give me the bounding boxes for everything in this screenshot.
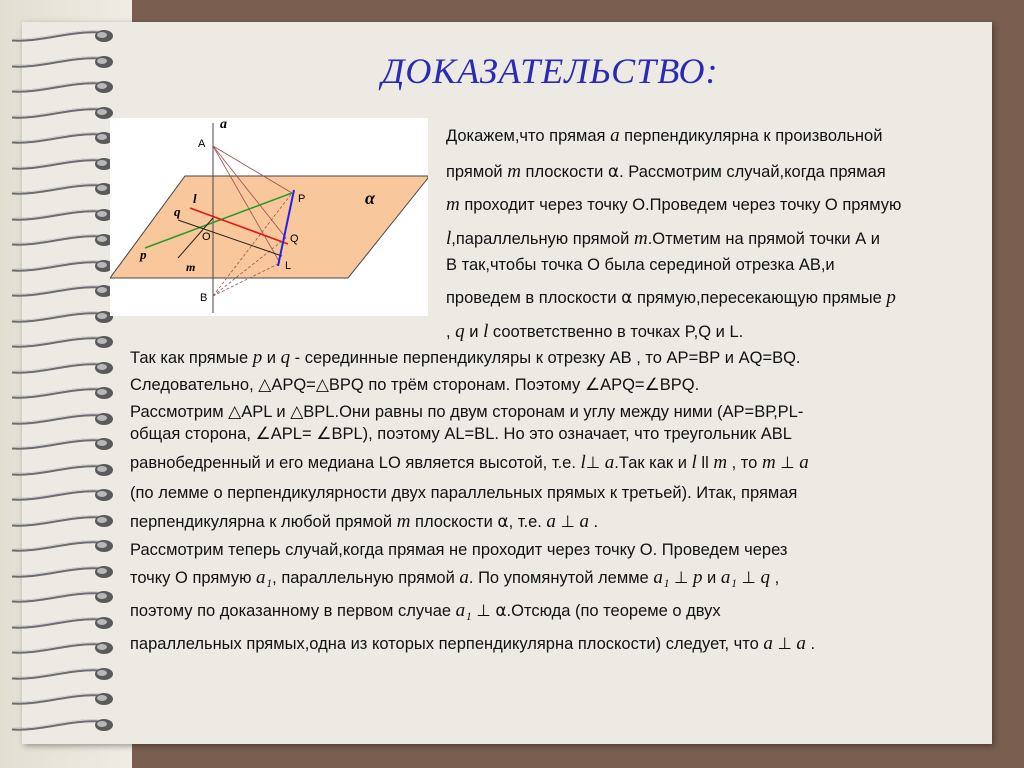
spiral-ring-icon	[10, 105, 114, 121]
text-segment: общая сторона,	[130, 425, 256, 443]
proof-line	[130, 376, 699, 395]
label-a: a	[220, 118, 227, 132]
text-segment: APL и	[241, 403, 291, 421]
text-segment: .Так как и	[614, 454, 692, 472]
proof-line	[446, 195, 901, 216]
text-segment: .Отсюда (по теореме о двух	[506, 602, 721, 620]
spiral-ring-icon	[10, 640, 114, 656]
math-variable: a	[610, 125, 620, 146]
label-l: l	[193, 191, 197, 206]
text-segment: - серединные перпендикуляры к отрезку АВ , то АР=ВР и AQ=BQ.	[290, 349, 801, 367]
text-segment: и	[464, 323, 484, 341]
text-segment: APQ=	[271, 376, 316, 394]
math-symbol: ∠	[584, 375, 601, 395]
spiral-ring-icon	[10, 717, 114, 733]
spiral-ring-icon	[10, 156, 114, 172]
text-segment: APL=	[270, 425, 317, 443]
label-A: A	[198, 138, 206, 150]
text-segment: точку О прямую	[130, 569, 257, 587]
label-Q: Q	[290, 233, 299, 245]
label-O: O	[202, 231, 211, 243]
text-segment: проведем в плоскости	[446, 289, 622, 307]
text-segment: ⊥	[471, 602, 496, 620]
text-segment: .	[805, 635, 816, 653]
spiral-ring-icon	[10, 207, 114, 223]
math-symbol: △	[290, 402, 304, 422]
text-segment: .Отметим на прямой точки А и	[647, 230, 881, 248]
label-p: p	[140, 247, 147, 262]
spiral-ring-icon	[10, 334, 114, 350]
text-segment: Так как прямые	[130, 349, 253, 367]
figure-svg	[110, 118, 428, 316]
proof-line	[446, 256, 835, 274]
text-segment: ⊥	[772, 635, 797, 653]
spiral-ring-icon	[10, 130, 114, 146]
math-variable: l	[691, 452, 697, 473]
math-variable: q	[760, 567, 771, 588]
text-segment: прямую,пересекающую прямые	[632, 289, 887, 307]
spiral-ring-icon	[10, 54, 114, 70]
math-variable: a₁	[653, 567, 670, 588]
proof-line	[130, 403, 803, 422]
spiral-ring-icon	[10, 309, 114, 325]
math-variable: q	[455, 321, 465, 342]
geometry-figure	[110, 118, 428, 316]
text-segment: , параллельную прямой	[272, 569, 460, 587]
label-q: q	[174, 204, 181, 219]
text-segment: равнобедренный и его медиана LO является высотой, т.е.	[130, 454, 581, 472]
math-symbol: ∠	[255, 424, 271, 444]
spiral-ring-icon	[10, 436, 114, 452]
spiral-ring-icon	[10, 538, 114, 554]
text-segment: и	[262, 349, 281, 367]
spiral-ring-icon	[10, 181, 114, 197]
text-segment: ⊥	[736, 569, 761, 587]
spiral-ring-icon	[10, 360, 114, 376]
math-variable: m	[761, 452, 776, 473]
math-variable: a₁	[455, 600, 472, 621]
text-segment: . Рассмотрим случай,когда прямая	[619, 163, 886, 181]
text-segment: плоскости	[410, 513, 498, 531]
text-segment: ⊥	[585, 454, 605, 472]
math-variable: l	[483, 321, 489, 342]
proof-line	[446, 322, 743, 343]
spiral-ring-icon	[10, 615, 114, 631]
text-segment: В так,чтобы точка О была серединой отрезка АВ,и	[446, 256, 835, 274]
text-segment: параллельных прямых,одна из которых перпендикулярна плоскости) следует, что	[130, 635, 764, 653]
text-segment: Рассмотрим теперь случай,когда прямая не проходит через точку О. Проведем через	[130, 541, 788, 559]
math-variable: p	[252, 347, 263, 368]
text-segment: плоскости	[520, 163, 608, 181]
proof-line	[446, 126, 882, 147]
spiral-ring-icon	[10, 589, 114, 605]
math-variable: a	[799, 452, 809, 473]
math-variable: a₁	[256, 567, 273, 588]
text-segment: Рассмотрим	[130, 403, 229, 421]
spiral-ring-icon	[10, 283, 114, 299]
math-symbol: ∠	[316, 424, 332, 444]
proof-line	[130, 425, 792, 444]
proof-line	[130, 453, 809, 474]
math-symbol: α	[495, 601, 507, 621]
text-segment: ,параллельную прямой	[451, 230, 634, 248]
label-P: P	[298, 193, 306, 205]
text-segment: (по лемме о перпендикулярности двух параллельных прямых к третьей). Итак, прямая	[130, 484, 798, 502]
math-symbol: △	[258, 375, 272, 395]
proof-line	[130, 484, 797, 502]
text-segment: проходит через точку О.Проведем через точку О прямую	[459, 196, 902, 214]
text-segment: соответственно в точках P,Q и L.	[488, 323, 744, 341]
math-variable: m	[713, 452, 728, 473]
spiral-ring-icon	[10, 564, 114, 580]
math-variable: a	[604, 452, 615, 473]
text-segment: .	[588, 513, 599, 531]
math-variable: a	[459, 567, 469, 588]
spiral-ring-icon	[10, 411, 114, 427]
text-segment: поэтому по доказанному в первом случае	[130, 602, 456, 620]
math-variable: a	[579, 511, 589, 532]
label-m: m	[186, 260, 196, 274]
plane-alpha	[110, 176, 428, 278]
math-variable: m	[507, 161, 521, 182]
spiral-ring-icon	[10, 487, 114, 503]
text-segment: , то	[727, 454, 762, 472]
math-variable: l	[446, 228, 452, 249]
math-variable: p	[886, 287, 896, 308]
math-symbol: △	[315, 375, 329, 395]
text-segment: BPQ.	[659, 376, 700, 394]
spiral-ring-icon	[10, 513, 114, 529]
math-variable: a	[546, 511, 556, 532]
text-segment: и	[702, 569, 721, 587]
spiral-ring-icon	[10, 691, 114, 707]
text-segment: ,	[770, 569, 780, 587]
math-symbol: ∠	[644, 375, 660, 395]
text-segment: ⊥	[669, 569, 693, 587]
spiral-ring-icon	[10, 79, 114, 95]
proof-line	[446, 229, 880, 250]
math-symbol: α	[607, 162, 620, 182]
text-segment: . По упомянутой лемме	[468, 569, 654, 587]
proof-line	[130, 568, 779, 589]
math-symbol: α	[621, 288, 633, 308]
spiral-ring-icon	[10, 232, 114, 248]
math-variable: m	[446, 194, 460, 215]
text-segment: ,	[446, 323, 456, 341]
proof-line	[130, 541, 787, 559]
proof-line	[446, 162, 886, 183]
math-variable: a₁	[720, 567, 737, 588]
text-segment: ⊥	[555, 513, 580, 531]
math-variable: m	[396, 511, 411, 532]
math-symbol: △	[228, 402, 242, 422]
math-variable: p	[692, 567, 703, 588]
text-segment: ⊥	[775, 454, 800, 472]
text-segment: перпендикулярна к произвольной	[619, 127, 883, 145]
math-variable: l	[580, 452, 586, 473]
text-segment: перпендикулярна к любой прямой	[130, 513, 397, 531]
text-segment: прямой	[446, 163, 508, 181]
text-segment: APQ=	[600, 376, 645, 394]
label-L: L	[285, 260, 292, 272]
proof-line	[446, 288, 896, 309]
math-variable: q	[280, 347, 291, 368]
slide-title: ДОКАЗАТЕЛЬСТВО:	[381, 51, 719, 91]
spiral-ring-icon	[10, 462, 114, 478]
spiral-ring-icon	[10, 385, 114, 401]
text-segment: Докажем,что прямая	[446, 127, 611, 145]
spiral-ring-icon	[10, 258, 114, 274]
text-segment: Следовательно,	[130, 376, 259, 394]
math-variable: a	[763, 633, 773, 654]
text-segment: BPQ по трём сторонам. Поэтому	[328, 376, 585, 394]
proof-line	[130, 348, 801, 369]
text-segment: , т.е.	[508, 513, 547, 531]
text-segment: ll	[696, 454, 714, 472]
label-alpha: α	[365, 188, 375, 208]
proof-line	[130, 512, 598, 533]
spiral-ring-icon	[10, 28, 114, 44]
label-B: B	[200, 292, 208, 304]
math-variable: m	[633, 228, 648, 249]
math-symbol: α	[497, 512, 509, 532]
math-variable: a	[796, 633, 806, 654]
text-segment: BPL.Они равны по двум сторонам и углу между ними (АР=ВР,PL-	[303, 403, 804, 421]
proof-line	[130, 634, 815, 655]
text-segment: BPL), поэтому AL=BL. Но это означает, что треугольник ABL	[331, 425, 792, 443]
spiral-ring-icon	[10, 666, 114, 682]
proof-line	[130, 601, 721, 622]
